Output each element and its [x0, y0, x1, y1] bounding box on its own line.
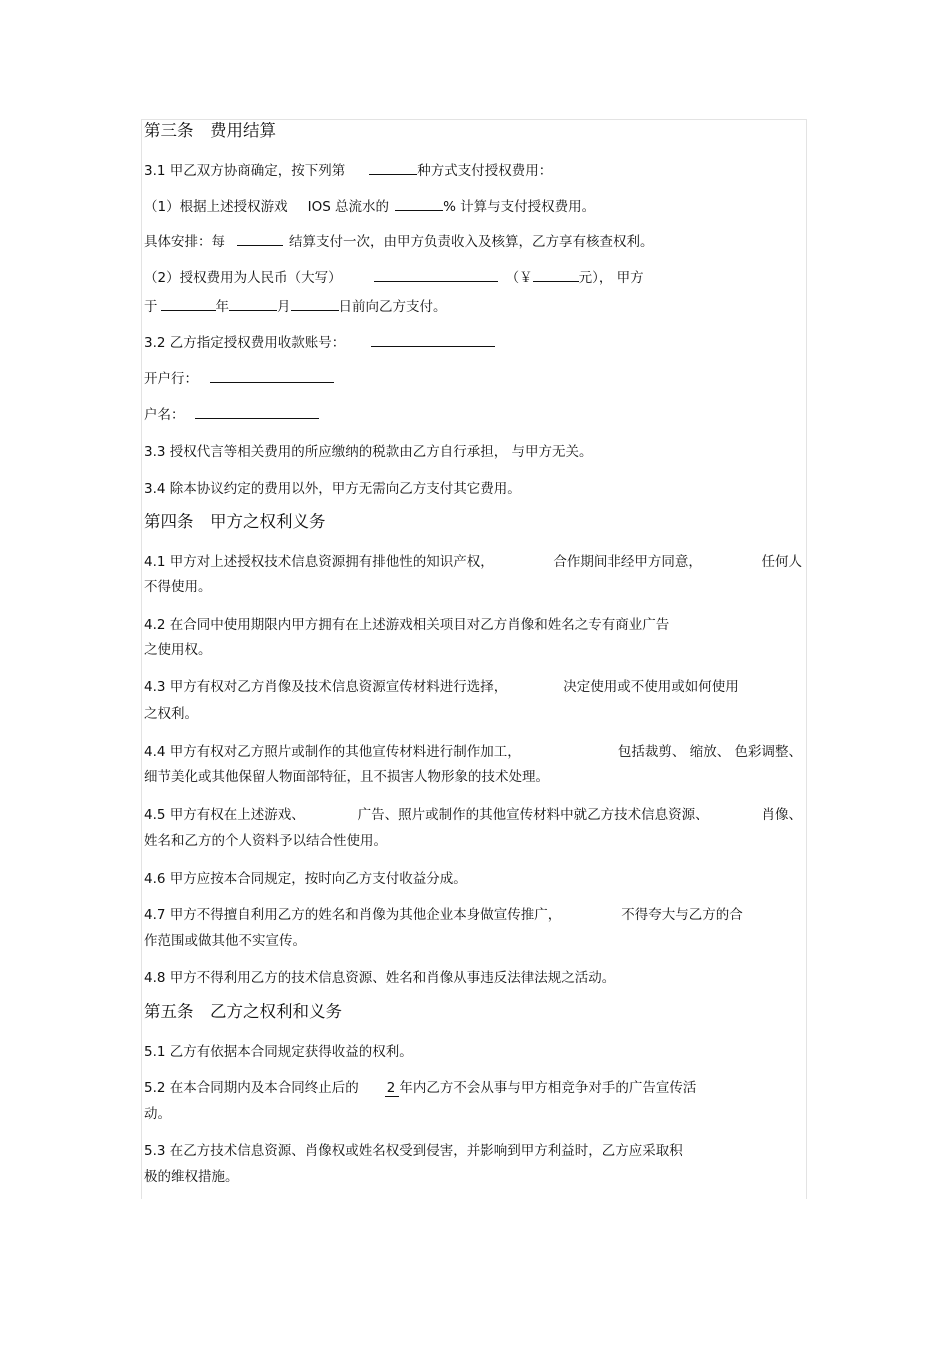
amount-number-blank	[533, 268, 579, 282]
clause-4-1-cont: 不得使用。	[144, 579, 212, 595]
arrangement-line	[144, 232, 654, 251]
settlement-period-blank	[237, 232, 283, 246]
option-1-text-b: IOS 总流水的	[307, 199, 390, 215]
percent-blank	[395, 197, 443, 211]
day-blank	[291, 297, 339, 311]
option-2-text-c: 元）， 甲方	[578, 270, 644, 286]
clause-4-1-text-b: 合作期间非经甲方同意，	[553, 554, 702, 570]
clause-4-3	[144, 678, 739, 696]
clause-5-1: 5.1 乙方有依据本合同规定获得收益的权利。	[144, 1044, 413, 1060]
option-1	[144, 197, 595, 216]
clause-4-4	[144, 743, 802, 761]
years-value: 2	[385, 1080, 400, 1097]
arrangement-text-b: 结算支付一次，由甲方负责收入及核算，乙方享有核查权利。	[289, 234, 654, 250]
option-1-text-a: （1）根据上述授权游戏	[144, 199, 288, 215]
year-blank	[161, 297, 216, 311]
clause-5-3: 5.3 在乙方技术信息资源、肖像权或姓名权受到侵害，并影响到甲方利益时，乙方应采取积	[144, 1143, 683, 1159]
clause-5-2	[144, 1079, 696, 1097]
clause-4-1-text-c: 任何人	[761, 554, 802, 570]
section-3-title: 第三条 费用结算	[144, 121, 276, 140]
clause-5-2-text-a: 5.2 在本合同期内及本合同终止后的	[144, 1080, 359, 1096]
clause-5-3-cont: 极的维权措施。	[144, 1169, 239, 1185]
bank-line	[144, 369, 334, 388]
month-blank	[229, 297, 277, 311]
account-name-blank	[195, 405, 319, 419]
clause-4-7-text-b: 不得夸大与乙方的合	[621, 907, 743, 923]
arrangement-text-a: 具体安排：每	[144, 234, 225, 250]
clause-4-6: 4.6 甲方应按本合同规定，按时向乙方支付收益分成。	[144, 871, 467, 887]
clause-4-7-text-a: 4.7 甲方不得擅自利用乙方的姓名和肖像为其他企业本身做宣传推广，	[144, 907, 562, 923]
clause-4-7	[144, 906, 743, 924]
clause-4-5-cont: 姓名和乙方的个人资料予以结合性使用。	[144, 833, 387, 849]
clause-3-1	[144, 161, 552, 180]
amount-words-blank	[374, 268, 498, 282]
clause-4-3-cont: 之权利。	[144, 706, 198, 722]
clause-4-2: 4.2 在合同中使用期限内甲方拥有在上述游戏相关项目对乙方肖像和姓名之专有商业广告	[144, 617, 670, 633]
clause-4-7-cont: 作范围或做其他不实宣传。	[144, 933, 306, 949]
account-number-blank	[371, 333, 495, 347]
clause-4-1-text-a: 4.1 甲方对上述授权技术信息资源拥有排他性的知识产权，	[144, 554, 494, 570]
date-text-a: 于	[144, 299, 158, 315]
clause-4-3-text-a: 4.3 甲方有权对乙方肖像及技术信息资源宣传材料进行选择，	[144, 679, 508, 695]
clause-3-2	[144, 333, 495, 352]
option-2	[144, 268, 644, 287]
clause-3-3: 3.3 授权代言等相关费用的所应缴纳的税款由乙方自行承担， 与甲方无关。	[144, 444, 593, 460]
payment-method-blank	[369, 161, 417, 175]
clause-3-2-text: 3.2 乙方指定授权费用收款账号：	[144, 335, 346, 351]
clause-5-2-text-b: 年内乙方不会从事与甲方相竞争对手的广告宣传活	[399, 1080, 697, 1096]
clause-4-8: 4.8 甲方不得利用乙方的技术信息资源、姓名和肖像从事违反法律法规之活动。	[144, 970, 616, 986]
payment-date-line	[144, 297, 447, 316]
date-text-year: 年	[215, 299, 229, 315]
date-text-month: 月	[277, 299, 291, 315]
clause-4-4-text-b: 包括裁剪、 缩放、 色彩调整、	[617, 744, 802, 760]
clause-4-4-cont: 细节美化或其他保留人物面部特征，且不损害人物形象的技术处理。	[144, 769, 549, 785]
section-4-title: 第四条 甲方之权利义务	[144, 512, 326, 531]
clause-4-5-text-a: 4.5 甲方有权在上述游戏、	[144, 807, 305, 823]
account-name-line	[144, 405, 319, 424]
clause-4-4-text-a: 4.4 甲方有权对乙方照片或制作的其他宣传材料进行制作加工，	[144, 744, 521, 760]
clause-3-4: 3.4 除本协议约定的费用以外，甲方无需向乙方支付其它费用。	[144, 481, 521, 497]
account-name-label: 户名：	[144, 407, 185, 423]
clause-4-3-text-b: 决定使用或不使用或如何使用	[563, 679, 739, 695]
bank-label: 开户行：	[144, 371, 198, 387]
option-2-text-a: （2）授权费用为人民币（大写）	[144, 270, 342, 286]
clause-4-5-text-b: 广告、照片或制作的其他宣传材料中就乙方技术信息资源、	[357, 807, 709, 823]
option-1-text-c: % 计算与支付授权费用。	[443, 199, 596, 215]
clause-4-2-cont: 之使用权。	[144, 642, 212, 658]
option-2-text-b: （￥	[505, 270, 533, 286]
clause-3-1-text-b: 种方式支付授权费用：	[417, 163, 553, 179]
section-5-title: 第五条 乙方之权利和义务	[144, 1002, 342, 1021]
date-text-day: 日前向乙方支付。	[338, 299, 447, 315]
clause-4-1	[144, 553, 802, 571]
bank-blank	[210, 369, 334, 383]
clause-5-2-cont: 动。	[144, 1106, 171, 1122]
clause-3-1-text-a: 3.1 甲乙双方协商确定，按下列第	[144, 163, 346, 179]
clause-4-5-text-c: 肖像、	[761, 807, 802, 823]
clause-4-5	[144, 806, 802, 824]
